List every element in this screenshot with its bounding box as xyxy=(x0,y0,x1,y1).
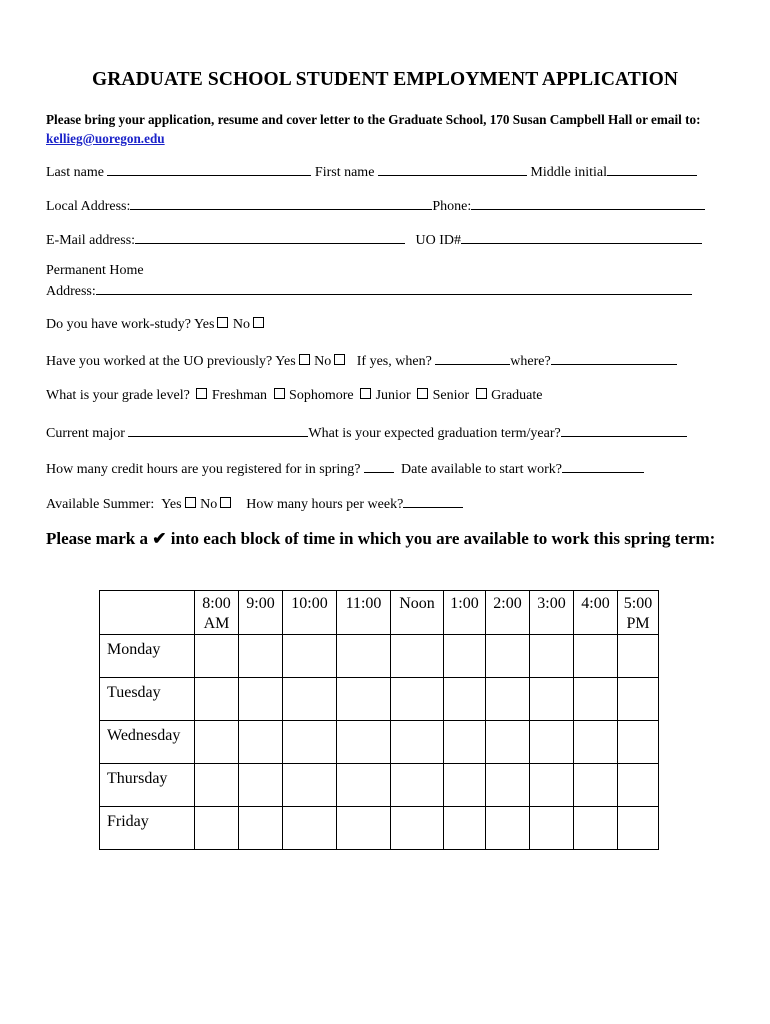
where-label: where? xyxy=(510,354,551,369)
time-slot[interactable] xyxy=(574,678,618,721)
name-row xyxy=(46,162,697,182)
time-slot[interactable] xyxy=(283,721,337,764)
time-slot[interactable] xyxy=(391,764,444,807)
time-slot[interactable] xyxy=(195,764,239,807)
major-row xyxy=(46,423,687,443)
worked-uo-yes-checkbox[interactable] xyxy=(299,354,310,365)
time-slot[interactable] xyxy=(195,721,239,764)
time-slot[interactable] xyxy=(337,721,391,764)
time-header: 2:00 xyxy=(486,591,530,635)
time-slot[interactable] xyxy=(444,678,486,721)
grade-level-row xyxy=(46,387,542,405)
freshman-checkbox[interactable] xyxy=(196,388,207,399)
date-available-label: Date available to start work? xyxy=(401,462,562,477)
time-slot[interactable] xyxy=(337,678,391,721)
work-study-yes-checkbox[interactable] xyxy=(217,317,228,328)
corner-cell xyxy=(100,591,195,635)
time-slot[interactable] xyxy=(530,807,574,850)
day-label: Monday xyxy=(100,635,195,678)
yes-label: Yes xyxy=(194,317,215,332)
credit-hours-field[interactable] xyxy=(364,459,394,473)
time-header: 9:00 xyxy=(239,591,283,635)
time-slot[interactable] xyxy=(444,721,486,764)
day-label: Tuesday xyxy=(100,678,195,721)
worked-uo-row xyxy=(46,351,677,371)
permanent-home-label: Permanent Home xyxy=(46,263,144,278)
credit-hours-question: How many credit hours are you registered for in spring? xyxy=(46,462,361,477)
time-slot[interactable] xyxy=(574,721,618,764)
time-slot[interactable] xyxy=(195,807,239,850)
instructions xyxy=(46,110,736,148)
time-header: Noon xyxy=(391,591,444,635)
time-slot[interactable] xyxy=(444,635,486,678)
table-row xyxy=(100,678,659,721)
time-slot[interactable] xyxy=(283,807,337,850)
time-slot[interactable] xyxy=(618,764,659,807)
email-link[interactable]: kellieg@uoregon.edu xyxy=(46,131,165,146)
phone-label: Phone: xyxy=(432,199,472,214)
time-slot[interactable] xyxy=(239,721,283,764)
time-slot[interactable] xyxy=(618,678,659,721)
time-slot[interactable] xyxy=(486,807,530,850)
instructions-text: Please bring your application, resume and cover letter to the Graduate School, 170 Susan Campbell Hall or email to: xyxy=(46,112,701,127)
no-label: No xyxy=(232,317,251,332)
time-slot[interactable] xyxy=(444,764,486,807)
time-slot[interactable] xyxy=(337,764,391,807)
last-name-field[interactable] xyxy=(107,162,311,176)
first-name-field[interactable] xyxy=(378,162,527,176)
summer-no-checkbox[interactable] xyxy=(220,497,231,508)
email-label: E-Mail address: xyxy=(46,233,136,248)
sophomore-label: Sophomore xyxy=(289,388,354,403)
time-slot[interactable] xyxy=(337,635,391,678)
yes-label: Yes xyxy=(161,497,182,512)
time-slot[interactable] xyxy=(574,764,618,807)
time-slot[interactable] xyxy=(618,721,659,764)
hours-per-week-field[interactable] xyxy=(403,494,463,508)
work-study-no-checkbox[interactable] xyxy=(253,317,264,328)
no-label: No xyxy=(314,354,332,369)
time-slot[interactable] xyxy=(391,635,444,678)
expected-graduation-field[interactable] xyxy=(561,423,687,437)
no-label: No xyxy=(200,497,218,512)
time-slot[interactable] xyxy=(530,721,574,764)
graduate-checkbox[interactable] xyxy=(476,388,487,399)
time-slot[interactable] xyxy=(239,807,283,850)
if-yes-when-label: If yes, when? xyxy=(356,354,432,369)
time-slot[interactable] xyxy=(391,721,444,764)
worked-uo-question: Have you worked at the UO previously? xyxy=(46,354,273,369)
time-slot[interactable] xyxy=(283,635,337,678)
table-row xyxy=(100,721,659,764)
time-header: 1:00 xyxy=(444,591,486,635)
senior-checkbox[interactable] xyxy=(417,388,428,399)
permanent-address-row xyxy=(46,281,692,301)
day-label: Thursday xyxy=(100,764,195,807)
junior-label: Junior xyxy=(375,388,411,403)
time-header: 8:00 AM xyxy=(195,591,239,635)
time-slot[interactable] xyxy=(618,807,659,850)
uo-id-label: UO ID# xyxy=(415,233,462,248)
expected-graduation-label: What is your expected graduation term/year? xyxy=(308,426,561,441)
middle-initial-field[interactable] xyxy=(607,162,697,176)
time-slot[interactable] xyxy=(618,635,659,678)
time-slot[interactable] xyxy=(337,807,391,850)
summer-row xyxy=(46,494,463,514)
credit-hours-row xyxy=(46,459,644,479)
table-header-row xyxy=(100,591,659,635)
time-slot[interactable] xyxy=(444,807,486,850)
availability-table xyxy=(99,590,659,850)
table-row xyxy=(100,635,659,678)
time-header: 10:00 xyxy=(283,591,337,635)
junior-checkbox[interactable] xyxy=(360,388,371,399)
time-slot[interactable] xyxy=(574,635,618,678)
page-title: GRADUATE SCHOOL STUDENT EMPLOYMENT APPLICATION xyxy=(91,69,679,90)
schedule-heading: Please mark a ✔ into each block of time in which you are available to work this spring term: xyxy=(46,529,716,548)
sophomore-checkbox[interactable] xyxy=(274,388,285,399)
time-slot[interactable] xyxy=(283,678,337,721)
day-label: Friday xyxy=(100,807,195,850)
time-slot[interactable] xyxy=(530,764,574,807)
time-slot[interactable] xyxy=(195,635,239,678)
local-address-field[interactable] xyxy=(130,196,432,210)
time-slot[interactable] xyxy=(486,721,530,764)
senior-label: Senior xyxy=(432,388,470,403)
time-header: 4:00 xyxy=(574,591,618,635)
work-study-question: Do you have work-study? xyxy=(46,317,192,332)
time-slot[interactable] xyxy=(195,678,239,721)
time-slot[interactable] xyxy=(239,764,283,807)
graduate-label: Graduate xyxy=(491,388,543,403)
email-field[interactable] xyxy=(135,230,405,244)
freshman-label: Freshman xyxy=(211,388,268,403)
time-header: 5:00 PM xyxy=(618,591,659,635)
current-major-label: Current major xyxy=(46,426,125,441)
uo-id-field[interactable] xyxy=(461,230,702,244)
address-label: Address: xyxy=(46,284,96,299)
where-field[interactable] xyxy=(551,351,677,365)
permanent-address-field[interactable] xyxy=(96,281,692,295)
time-slot[interactable] xyxy=(239,635,283,678)
time-header: 3:00 xyxy=(530,591,574,635)
day-label: Wednesday xyxy=(100,721,195,764)
time-slot[interactable] xyxy=(574,807,618,850)
summer-yes-checkbox[interactable] xyxy=(185,497,196,508)
available-summer-label: Available Summer: xyxy=(46,497,155,512)
worked-uo-no-checkbox[interactable] xyxy=(334,354,345,365)
last-name-label: Last name xyxy=(46,165,104,180)
date-available-field[interactable] xyxy=(562,459,644,473)
time-slot[interactable] xyxy=(486,764,530,807)
middle-initial-label: Middle initial xyxy=(530,165,608,180)
time-slot[interactable] xyxy=(486,635,530,678)
table-row xyxy=(100,764,659,807)
time-slot[interactable] xyxy=(486,678,530,721)
yes-label: Yes xyxy=(275,354,296,369)
hours-per-week-label: How many hours per week? xyxy=(246,497,404,512)
work-study-row xyxy=(46,316,265,334)
email-row xyxy=(46,230,702,250)
local-address-label: Local Address: xyxy=(46,199,131,214)
time-slot[interactable] xyxy=(530,635,574,678)
current-major-field[interactable] xyxy=(128,423,308,437)
when-field[interactable] xyxy=(435,351,510,365)
time-slot[interactable] xyxy=(391,678,444,721)
time-slot[interactable] xyxy=(530,678,574,721)
time-slot[interactable] xyxy=(391,807,444,850)
grade-level-question: What is your grade level? xyxy=(46,388,190,403)
first-name-label: First name xyxy=(314,165,375,180)
table-row xyxy=(100,807,659,850)
time-header: 11:00 xyxy=(337,591,391,635)
time-slot[interactable] xyxy=(239,678,283,721)
time-slot[interactable] xyxy=(283,764,337,807)
phone-field[interactable] xyxy=(471,196,705,210)
local-address-row xyxy=(46,196,705,216)
